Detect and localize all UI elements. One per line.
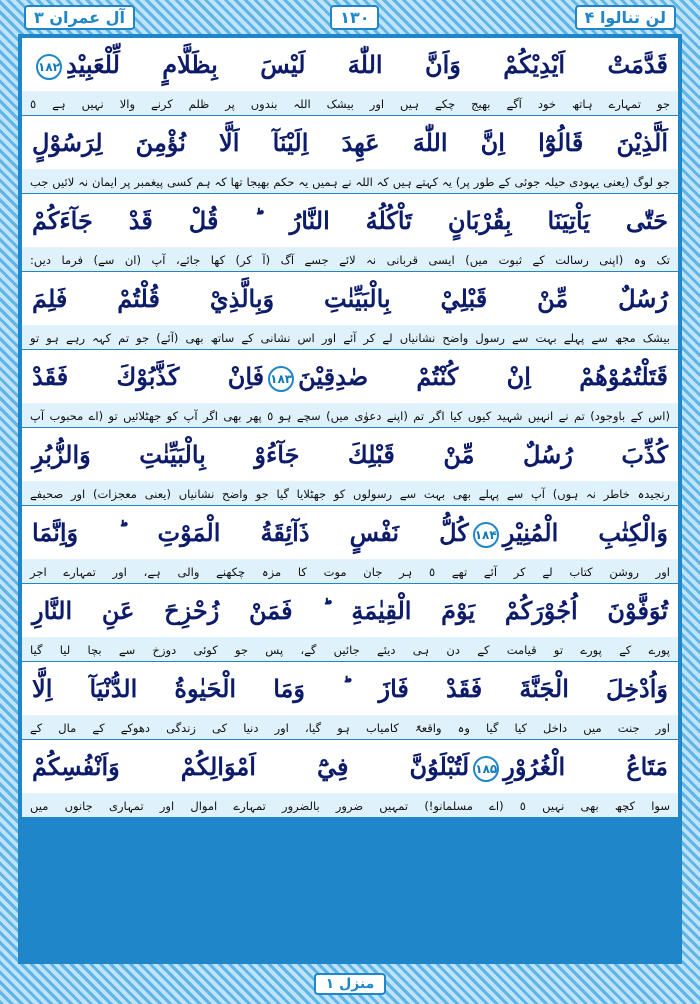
arabic-text-continued: فَاِنْ كَذَّبُوْكَ فَقَدْ (32, 362, 265, 391)
arabic-line-10 (22, 740, 678, 794)
urdu-translation-6: رنجیدہ خاطر نہ ہوں) آپ سے پہلے بھی بہت سے رسولوں کو جھٹلایا گیا جو واضح نشانیاں (یعنی معجزات) اور صحیفے (22, 482, 678, 506)
ayah-number-marker: ۱۸۴ (473, 522, 499, 548)
arabic-line-1 (22, 38, 678, 92)
arabic-line-4: رُسُلٌ مِّنْ قَبْلِيْ بِالْبَيِّنٰتِ وَبِالَّذِيْ قُلْتُمْ فَلِمَ (22, 272, 678, 326)
ayah-number-marker: ۱۸۳ (268, 366, 294, 392)
arabic-text-continued: لَتُبْلَوُنَّ فِيْٓ اَمْوَالِكُمْ وَاَنْفُسِكُمْ (32, 752, 470, 781)
arabic-line-9: وَاُدْخِلَ الْجَنَّةَ فَقَدْ فَازَ ؕ وَمَا الْحَيٰوةُ الدُّنْيَآ اِلَّا (22, 662, 678, 716)
urdu-translation-7: اور روشن کتاب لے کر آئے تھے ٥ ہر جان موت کا مزہ چکھنے والی ہے، اور تمہارے اجر (22, 560, 678, 584)
page-footer (0, 964, 700, 1004)
ayah-number-marker: ۱۸۵ (473, 756, 499, 782)
arabic-line-7 (22, 506, 678, 560)
urdu-translation-2: جو لوگ (یعنی یہودی حیلہ جوئی کے طور پر) یہ کہتے ہیں کہ اللہ نے ہمیں یہ حکم بھیجا تھا کہ ہم کسی پیغمبر پر ایمان نہ لائیں جب (22, 170, 678, 194)
page-header (0, 0, 700, 34)
surah-name: آل عمران ۳ (24, 5, 135, 30)
arabic-text-continued: كُلُّ نَفْسٍ ذَآئِقَةُ الْمَوْتِ ؕ وَاِنَّمَا (32, 518, 469, 547)
urdu-translation-5: (اس کے باوجود) تم نے انہیں شہید کیوں کیا اگر تم (اپنے دعوٰی میں) سچے ہو ٥ پھر بھی اگر آپ کو جھٹلائیں تو (اے محبوب آپ (22, 404, 678, 428)
urdu-translation-8: پورے کے پورے تو قیامت کے دن ہی دیئے جائیں گے، پس جو کوئی دوزخ سے بچا لیا گیا (22, 638, 678, 662)
arabic-text: مَتَاعُ الْغُرُوْرِ (503, 752, 668, 781)
arabic-text: وَالْكِتٰبِ الْمُنِيْرِ (502, 518, 668, 547)
urdu-translation-9: اور جنت میں داخل کیا گیا وہ واقعۃً کامیاب ہو گیا، اور دنیا کی زندگی دھوکے کے مال کے (22, 716, 678, 740)
arabic-line-3: حَتّٰى يَاْتِيَنَا بِقُرْبَانٍ تَاْكُلُهُ النَّارُ ؕ قُلْ قَدْ جَآءَكُمْ (22, 194, 678, 248)
urdu-translation-1: جو تمہارے ہاتھ خود آگے بھیج چکے ہیں اور بیشک اللہ بندوں پر ظلم کرنے والا نہیں ہے ٥ (22, 92, 678, 116)
quran-page (22, 38, 678, 960)
urdu-translation-3: تک وہ (اپنی رسالت کے ثبوت میں) ایسی قربانی نہ لائے جسے آگ (آ کر) کھا جائے، آپ (ان سے) فرما دیں: (22, 248, 678, 272)
arabic-text: قَدَّمَتْ اَيْدِيْكُمْ وَاَنَّ اللّٰهَ لَيْسَ بِظَلَّامٍ لِّلْعَبِيْدِ (66, 50, 668, 79)
page-number: ۱۳۰ (330, 5, 379, 30)
urdu-translation-4: بیشک مجھ سے پہلے بہت سے رسول واضح نشانیاں لے کر آئے اور اس نشانی کے ساتھ بھی (آئے) جو تم کہہ رہے ہو تو (22, 326, 678, 350)
para-name: لن تنالوا ۴ (575, 5, 676, 30)
arabic-line-8: تُوَفَّوْنَ اُجُوْرَكُمْ يَوْمَ الْقِيٰمَةِ ؕ فَمَنْ زُحْزِحَ عَنِ النَّارِ (22, 584, 678, 638)
arabic-line-6: كُذِّبَ رُسُلٌ مِّنْ قَبْلِكَ جَآءُوْ بِالْبَيِّنٰتِ وَالزُّبُرِ (22, 428, 678, 482)
arabic-line-5 (22, 350, 678, 404)
urdu-translation-10: سوا کچھ بھی نہیں ٥ (اے مسلمانو!) تمہیں ضرور بالضرور تمہارے اموال اور تمہاری جانوں میں (22, 794, 678, 818)
manzil-label: منزل ۱ (314, 973, 387, 995)
arabic-text: قَتَلْتُمُوْهُمْ اِنْ كُنْتُمْ صٰدِقِيْنَ (298, 362, 668, 391)
ayah-number-marker: ۱۸۲ (36, 54, 62, 80)
arabic-line-2: اَلَّذِيْنَ قَالُوْٓا اِنَّ اللّٰهَ عَهِدَ اِلَيْنَآ اَلَّا نُؤْمِنَ لِرَسُوْلٍ (22, 116, 678, 170)
